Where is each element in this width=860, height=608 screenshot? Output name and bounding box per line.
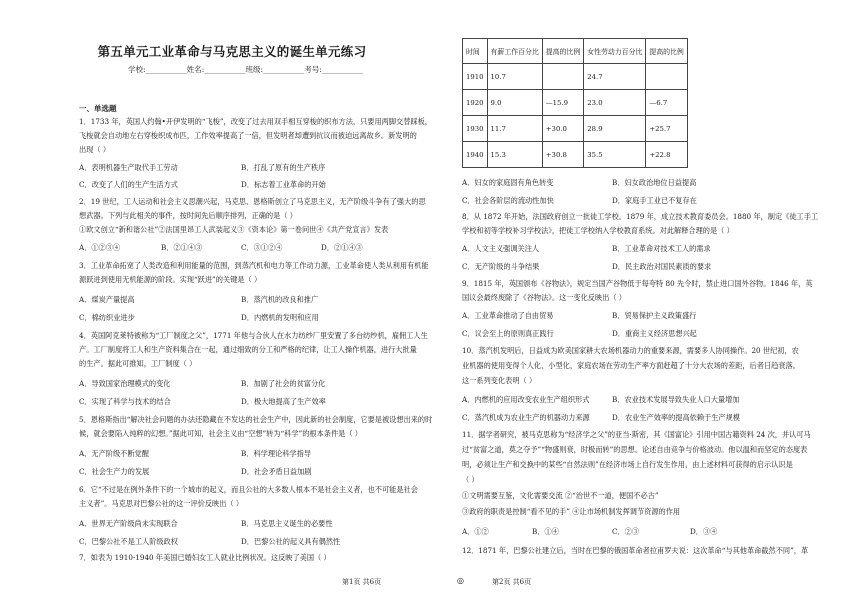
- option: D．家庭手工业已不复存在: [612, 196, 697, 205]
- question-text: 6．它“不过是在例外条件下的一个城市的起义，而且公社的大多数人根本不是社会主义者，也不可能是社会: [79, 485, 418, 494]
- question-text: 学校和初等学校补习学校法》，把徒工学校纳入学校教育系统。对此解释合理的是（ ）: [462, 226, 734, 235]
- table-cell: 1920: [463, 90, 488, 116]
- table-cell: 1940: [463, 142, 488, 168]
- question-text: 过“贫富之道，莫之夺予”“物盛则衰，时极而转”的思想。论述自由竞争与价格波动。他以温和而坚定的态度表: [462, 445, 808, 454]
- question-text: 国议会最终废除了《谷物法》。这一变化反映出（ ）: [462, 293, 626, 302]
- question-text: ①欧文创立“新和谐公社”②法国里昂工人武装起义③《资本论》第一卷问世④《共产党宣言》发表: [79, 225, 389, 234]
- question-text: 10．蒸汽机发明后，日益成为欧美国家耕大农场机器动力的重要来源，需要多人协同操作。20 世纪初，农: [462, 346, 799, 355]
- option: B．蒸汽机的改良和推广: [241, 295, 319, 304]
- option: C．③①②④: [241, 243, 283, 252]
- table-header: 女性劳动力百分比: [584, 39, 646, 64]
- question-text: （ ）: [462, 475, 479, 484]
- student-info-line: 学校:___________姓名:___________班级:___________考号:___________: [128, 65, 364, 74]
- question-text: 12．1871 年，巴黎公社建立后，当时在巴黎的俄国革命者拉甫罗夫说：这次革命“与其他革命截然不同”，革: [462, 546, 809, 555]
- table-cell: 1930: [463, 116, 488, 142]
- question-text: 主义者”。马克思对巴黎公社的这一评价反映出（ ）: [79, 499, 244, 508]
- table-row: [463, 116, 688, 142]
- option: D．极大地提高了生产效率: [241, 397, 326, 406]
- option: A．①②③④: [79, 243, 121, 252]
- question-text: 飞梭就会自动地左右穿梭织成布匹，工作效率提高了一倍，但发明者却遭到抗议而被迫远离故乡。新发明的: [79, 131, 417, 140]
- option: A．导致国家治理模式的变化: [79, 379, 171, 388]
- table-cell: 35.5: [584, 142, 646, 168]
- question-text: ③政府的职责是控制“看不见的手” ④让市场机制发挥调节资源的作用: [462, 507, 681, 516]
- option: C．改变了人们的生产生活方式: [79, 180, 178, 189]
- question-text: 出现（ ）: [79, 145, 111, 154]
- question-text: 1．1733 年，英国人约翰•开伊发明的“飞梭”，改变了过去用双手相互穿梭的织布方法，只要用两脚交替踩板，: [79, 117, 432, 126]
- page-footer: 第1页 共6页: [342, 578, 382, 586]
- table-cell: 1910: [463, 64, 488, 90]
- option: B．妇女政治地位日益提高: [612, 178, 697, 187]
- table-cell: —6.7: [646, 90, 687, 116]
- table-cell: +30.0: [542, 116, 583, 142]
- table-cell: [646, 64, 687, 90]
- option: B．②①④③: [161, 243, 203, 252]
- table-cell: [542, 64, 583, 90]
- option: D．标志着工业革命的开始: [241, 180, 326, 189]
- question-text: 11．据学者研究，被马克思称为“经济学之父”的亚当·斯密，其《国富论》引用中国古籍资料 24 次，并认可马: [462, 430, 811, 439]
- option: A．表明机器生产取代手工劳动: [79, 163, 178, 172]
- option: D．民主政治对国民素质的要求: [612, 262, 712, 271]
- question-text: 产。工厂制度将工人和生产资料集合在一起，通过细致的分工和严格的纪律，让工人操作机器，进行大批量: [79, 345, 417, 354]
- page-footer: 第2页 共6页: [492, 578, 532, 586]
- option: D．社会矛盾日益加剧: [241, 467, 312, 476]
- table-cell: +22.8: [646, 142, 687, 168]
- table-row: [463, 64, 688, 90]
- section-heading: 一、单选题: [79, 104, 117, 113]
- option: A．煤炭产量提高: [79, 295, 135, 304]
- option: A．工业革命推动了自由贸易: [462, 311, 554, 320]
- option: D．重商主义经济思想兴起: [612, 329, 697, 338]
- option: C．实现了科学与技术的结合: [79, 397, 171, 406]
- question-text: 业机器的使用变得个人化、小型化，家庭农场在劳动生产率方面赶超了十分大农场的差距，后者日趋衰落。: [462, 361, 800, 370]
- option: A．无产阶级不断觉醒: [79, 449, 149, 458]
- option: B．贸易保护主义政策盛行: [612, 311, 697, 320]
- table-cell: 15.3: [487, 142, 542, 168]
- option: D．巴黎公社的起义具有偶然性: [241, 537, 341, 546]
- option: C．巴黎公社不是工人阶级政权: [79, 537, 178, 546]
- table-cell: —15.9: [542, 90, 583, 116]
- table-cell: +30.8: [542, 142, 583, 168]
- question-text: 7．如表为 1910-1940 年美国已婚妇女工人就业比例状况。这反映了美国（ ）: [79, 553, 331, 562]
- question-text: 候，就会要陷入纯粹的幻想。”据此可知，社会主义由“空想”转为“科学”的根本条件是（ ）: [79, 429, 362, 438]
- table-header: 提高的比例: [542, 39, 583, 64]
- page-title: 第五单元工业革命与马克思主义的诞生单元练习: [97, 44, 367, 59]
- option: D．农业生产效率的提高依赖于生产规模: [612, 413, 740, 422]
- option: B．打乱了原有的生产秩序: [241, 163, 326, 172]
- option: A．世界无产阶级尚未实现联合: [79, 519, 178, 528]
- table-row: [463, 142, 688, 168]
- option: C．议会至上的原则真正践行: [462, 329, 554, 338]
- option: C．社会各阶层的流动性加快: [462, 196, 554, 205]
- table-cell: 10.7: [487, 64, 542, 90]
- option: D．③④: [690, 527, 718, 536]
- question-text: 3．工业革命拓宽了人类改造和利用能量的范围，到蒸汽机和电力等工作动力源，工业革命使人类从利用有机能: [79, 261, 429, 270]
- option: A．妇女的家庭固有角色转变: [462, 178, 554, 187]
- option: A．人文主义强调关注人: [462, 244, 540, 253]
- table-cell: 9.0: [487, 90, 542, 116]
- question-text: 源跃进到使用无机能源的阶段。实现“跃进”的关键是（ ）: [79, 275, 262, 284]
- question-text: 2．19 世纪，工人运动和社会主义思潮兴起，马克思、恩格斯创立了马克思主义，无产阶级斗争有了强大的思: [79, 197, 426, 206]
- question-text: 明，必须让生产和交换中的某些“自然法则”在经济市场上自行发生作用，由上述材料可获得的启示认识是: [462, 460, 793, 469]
- option: B．科学理论科学指导: [241, 449, 311, 458]
- question-text: 9．1815 年，英国颁布《谷物法》，规定当国产谷物低于每夸特 80 先令时，禁止进口国外谷物。1846 年，英: [462, 279, 813, 288]
- table-header: 提高的比例: [646, 39, 687, 64]
- option: B．农业技术发展导致失业人口大量增加: [612, 395, 740, 404]
- table-cell: 28.9: [584, 116, 646, 142]
- option: C．蒸汽机成为农业生产的机器动力来源: [462, 413, 590, 422]
- question-text: 这一系列变化表明（ ）: [462, 376, 537, 385]
- question-text: 4．英国阿克莱特被称为“工厂制度之父”，1771 年他与合伙人在水力纺纱厂里安置了多台纺纱机，雇佣工人生: [79, 331, 428, 340]
- question-text: 的生产。据此可推知，工厂制度（ ）: [79, 359, 197, 368]
- table-cell: +25.7: [646, 116, 687, 142]
- option: A．①②: [462, 527, 489, 536]
- option: C．②③: [612, 527, 640, 536]
- option: C．无产阶级的斗争结果: [462, 262, 540, 271]
- table-cell: 11.7: [487, 116, 542, 142]
- option: A．内燃机的应用改变农业生产组织形式: [462, 395, 590, 404]
- option: B．工业革命对技术工人的需求: [612, 244, 711, 253]
- question-text: ①文明需要互鉴，文化需要交流 ②“治世不一道，便国不必古”: [462, 491, 659, 500]
- option: D．内燃机的发明和应用: [241, 313, 319, 322]
- table-cell: 23.0: [584, 90, 646, 116]
- table-row: [463, 90, 688, 116]
- table-cell: 24.7: [584, 64, 646, 90]
- employment-table: [462, 38, 688, 168]
- option: C．棉纺织业进步: [79, 313, 135, 322]
- question-text: 8．从 1872 年开始，法国政府创立一批徒工学校。1879 年，成立技术教育委员会。1880 年，制定《徒工手工: [462, 212, 819, 221]
- table-header: 有薪工作百分比: [487, 39, 542, 64]
- option: B．①④: [532, 527, 559, 536]
- question-text: 5．恩格斯指出“解决社会问题的办法还隐藏在不发达的社会生产中，因此新的社会制度，它要是被设想出来的时: [79, 415, 433, 424]
- binding-mark-icon: ◎: [457, 576, 464, 585]
- option: B．加剧了社会的贫富分化: [241, 379, 326, 388]
- table-header: 时间: [463, 39, 488, 64]
- question-text: 想武器。下列与此相关的事件，按时间先后顺序排列，正确的是（ ）: [79, 211, 297, 220]
- option: B．马克思主义诞生的必要性: [241, 519, 333, 528]
- option: D．②①④③: [321, 243, 363, 252]
- option: C．社会生产力的发展: [79, 467, 150, 476]
